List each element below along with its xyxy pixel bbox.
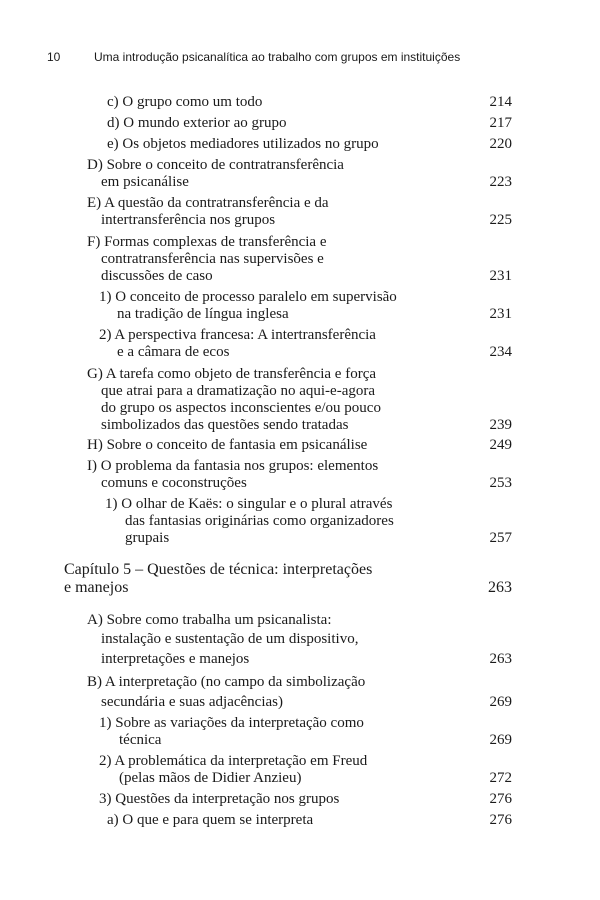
toc-entry-text: D) Sobre o conceito de contratransferência xyxy=(87,157,344,173)
toc-chapter xyxy=(64,561,512,597)
toc-entry-text: 2) A perspectiva francesa: A intertransferência xyxy=(99,327,376,343)
toc-entry-text: simbolizados das questões sendo tratadas xyxy=(101,417,349,433)
toc-entry-text: que atrai para a dramatização no aqui-e-agora xyxy=(101,383,375,399)
toc-entry-text: c) O grupo como um todo xyxy=(107,94,263,110)
toc-entry-page: 223 xyxy=(489,174,512,190)
toc-entry-page: 253 xyxy=(489,475,512,491)
running-title: Uma introdução psicanalítica ao trabalho com grupos em instituições xyxy=(94,50,461,64)
toc-entry-text: técnica xyxy=(119,732,162,748)
toc-entry-text: do grupo os aspectos inconscientes e/ou pouco xyxy=(101,400,381,416)
toc-entry-text: instalação e sustentação de um dispositivo, xyxy=(101,631,359,647)
toc-entry xyxy=(87,195,512,229)
toc-entry-text: e a câmara de ecos xyxy=(117,344,230,360)
toc-entry-text: em psicanálise xyxy=(101,174,189,190)
toc-entry-text: 1) O conceito de processo paralelo em supervisão xyxy=(99,289,397,305)
toc-entry-page: 217 xyxy=(489,115,512,131)
toc-entry-page: 249 xyxy=(489,437,512,453)
toc-entry xyxy=(99,791,512,808)
toc-entry-text: das fantasias originárias como organizadores xyxy=(125,513,394,529)
toc-entry-text: na tradição de língua inglesa xyxy=(117,306,289,322)
toc-entry xyxy=(99,753,512,787)
toc-entry-text: E) A questão da contratransferência e da xyxy=(87,195,329,211)
page-number: 10 xyxy=(47,50,61,64)
toc-entry-text: 1) Sobre as variações da interpretação como xyxy=(99,715,364,731)
toc-entry-page: 234 xyxy=(489,344,512,360)
toc-entry xyxy=(87,437,512,454)
toc-entry xyxy=(87,674,512,711)
toc-entry xyxy=(99,289,512,323)
toc-entry xyxy=(105,496,512,547)
toc-entry-text: e) Os objetos mediadores utilizados no grupo xyxy=(107,136,379,152)
toc-entry-text: d) O mundo exterior ao grupo xyxy=(107,115,287,131)
toc-entry-text: G) A tarefa como objeto de transferência e força xyxy=(87,366,377,382)
toc-entry-page: 263 xyxy=(489,651,512,667)
toc-entry xyxy=(99,327,512,361)
toc-entry-text: comuns e coconstruções xyxy=(101,475,247,491)
toc-entry-page: 239 xyxy=(489,417,512,433)
toc-entry-text: (pelas mãos de Didier Anzieu) xyxy=(119,770,302,786)
toc-entry xyxy=(87,157,512,191)
toc-entry-page: 269 xyxy=(489,694,512,710)
toc-entry-page: 231 xyxy=(489,268,512,284)
toc-entry xyxy=(107,136,512,153)
toc-entry-text: B) A interpretação (no campo da simbolização xyxy=(87,674,366,690)
toc-entry-page: 276 xyxy=(489,812,512,828)
toc-entry-text: F) Formas complexas de transferência e xyxy=(87,234,327,250)
toc-entry-page: 220 xyxy=(489,136,512,152)
toc-entry-text: contratransferência nas supervisões e xyxy=(101,251,324,267)
toc-entry-text: 1) O olhar de Kaës: o singular e o plural através xyxy=(105,496,393,512)
toc-entry-text: interpretações e manejos xyxy=(101,651,250,667)
toc-entry xyxy=(107,115,512,132)
toc-entry xyxy=(99,715,512,749)
toc-entry-page: 269 xyxy=(489,732,512,748)
toc-entry xyxy=(87,366,512,434)
toc-entry-page: 214 xyxy=(489,94,512,110)
toc-chapter-page: 263 xyxy=(488,579,512,596)
toc-entry xyxy=(87,458,512,492)
toc-entry-page: 231 xyxy=(489,306,512,322)
toc-chapter-title: e manejos xyxy=(64,579,129,596)
toc-entry xyxy=(87,234,512,285)
toc-entry xyxy=(107,812,512,829)
toc-entry-text: discussões de caso xyxy=(101,268,213,284)
toc-entry xyxy=(107,94,512,111)
toc-entry-text: A) Sobre como trabalha um psicanalista: xyxy=(87,612,332,628)
toc-entry-text: 3) Questões da interpretação nos grupos xyxy=(99,791,340,807)
toc-entry-page: 257 xyxy=(489,530,512,546)
toc-entry xyxy=(87,612,512,669)
toc-entry-page: 225 xyxy=(489,212,512,228)
toc-entry-page: 276 xyxy=(489,791,512,807)
toc-entry-text: intertransferência nos grupos xyxy=(101,212,276,228)
toc-entry-text: secundária e suas adjacências) xyxy=(101,694,283,710)
toc-entry-text: grupais xyxy=(125,530,170,546)
toc-chapter-title: Capítulo 5 – Questões de técnica: interpretações xyxy=(64,561,373,578)
toc-entry-page: 272 xyxy=(489,770,512,786)
toc-entry-text: 2) A problemática da interpretação em Freud xyxy=(99,753,368,769)
toc-entry-text: a) O que e para quem se interpreta xyxy=(107,812,314,828)
toc-entry-text: I) O problema da fantasia nos grupos: elementos xyxy=(87,458,379,474)
toc-entry-text: H) Sobre o conceito de fantasia em psicanálise xyxy=(87,437,368,453)
